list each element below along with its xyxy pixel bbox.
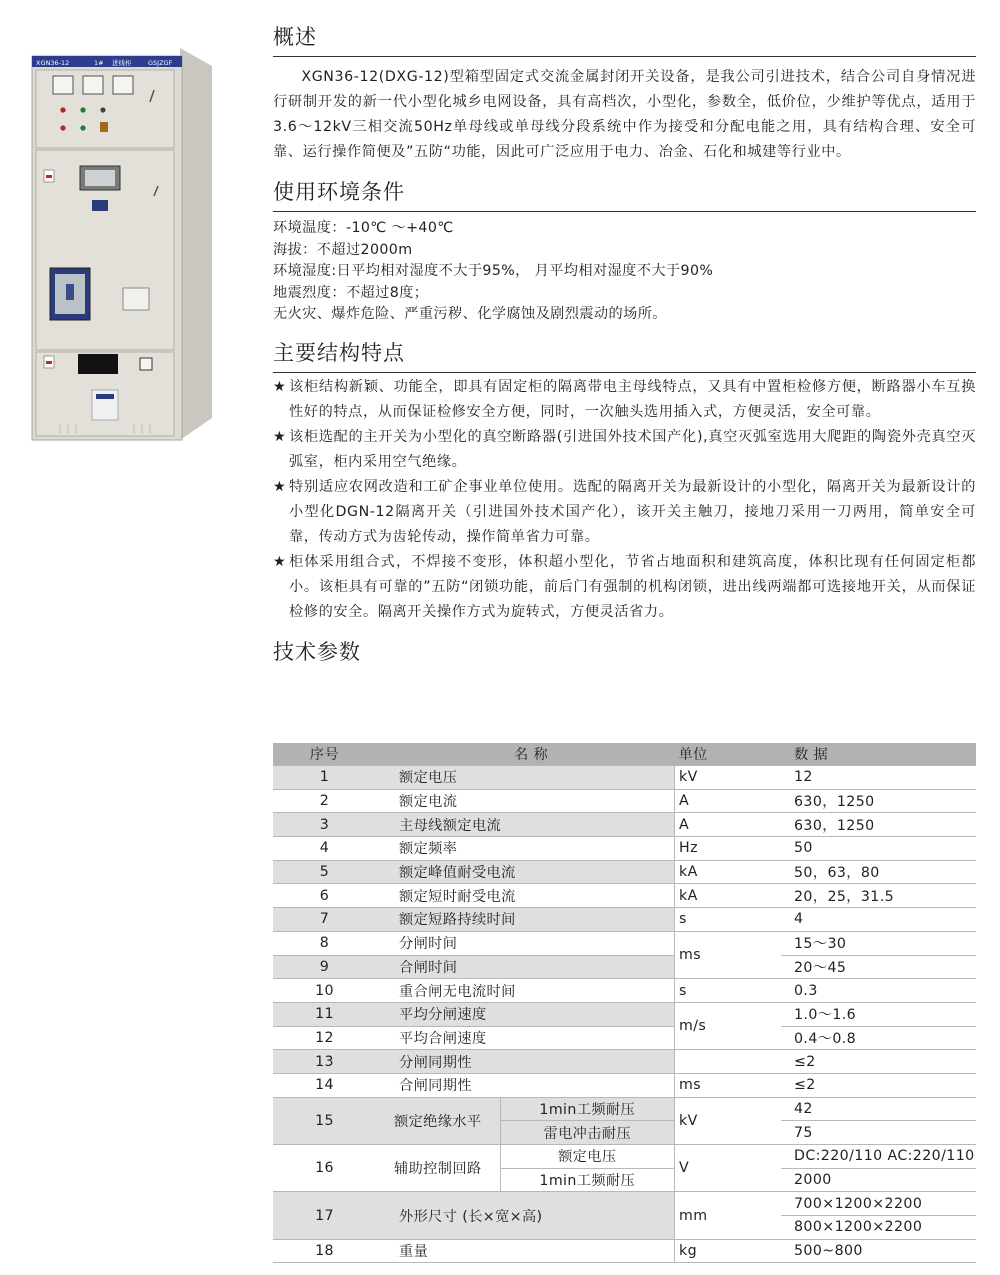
row-data: 2000	[781, 1168, 976, 1192]
tech-title: 技术参数	[273, 639, 361, 664]
row-no: 14	[273, 1073, 376, 1097]
table-row	[273, 813, 976, 837]
row-no: 8	[273, 931, 376, 955]
row-data: 4	[781, 908, 976, 932]
row-name: 辅助控制回路	[376, 1145, 500, 1192]
row-data: DC:220/110 AC:220/110	[781, 1145, 976, 1169]
row-name: 额定短时耐受电流	[376, 884, 675, 908]
row-no: 10	[273, 979, 376, 1003]
row-unit: kg	[675, 1239, 782, 1263]
row-name: 平均分闸速度	[376, 1002, 675, 1026]
row-data: 630，1250	[781, 813, 976, 837]
table-row	[273, 860, 976, 884]
overview-title: 概述	[273, 22, 976, 57]
row-data: 630，1250	[781, 789, 976, 813]
row-no: 5	[273, 860, 376, 884]
table-header-row	[273, 743, 976, 766]
header-no: 序号	[273, 743, 376, 766]
header-name: 名 称	[376, 743, 675, 766]
row-data: 42	[781, 1097, 976, 1121]
row-data: ≤2	[781, 1050, 976, 1074]
environment-line: 海拔：不超过2000m	[273, 241, 413, 258]
meter-icon	[53, 76, 133, 94]
row-no: 17	[273, 1192, 376, 1239]
table-row	[273, 1145, 976, 1169]
table-row	[273, 789, 976, 813]
feature-text: 该柜选配的主开关为小型化的真空断路器(引进国外技术国产化),真空灭弧室选用大爬距的陶瓷外壳真空灭弧室，柜内采用空气绝缘。	[289, 428, 976, 470]
row-unit: m/s	[675, 1002, 782, 1049]
overview-text: XGN36-12(DXG-12)型箱型固定式交流金属封闭开关设备，是我公司引进技术，结合公司自身情况进行研制开发的新一代小型化城乡电网设备，具有高档次，小型化，参数全，低价位，少维护等优点，适用于3.6～12kV三相交流50Hz单母线或单母线分段系统中作为接受和分配电能之用，具有结构合理、安全可靠、运行操作简便及”五防“功能，因此可广泛应用于电力、冶金、石化和城建等行业中。	[273, 69, 976, 160]
star-icon: ★	[273, 553, 287, 570]
row-name: 额定电压	[376, 766, 675, 790]
table-row	[273, 979, 976, 1003]
row-no: 11	[273, 1002, 376, 1026]
table-row	[273, 1097, 976, 1121]
row-no: 6	[273, 884, 376, 908]
row-data: 20，25，31.5	[781, 884, 976, 908]
tech-spec-table	[273, 743, 976, 1263]
row-unit: V	[675, 1145, 782, 1192]
features-title: 主要结构特点	[273, 338, 976, 373]
content-column	[273, 22, 976, 679]
table-row	[273, 1026, 976, 1050]
row-no: 3	[273, 813, 376, 837]
row-unit: ms	[675, 931, 782, 978]
row-no: 9	[273, 955, 376, 979]
row-no: 16	[273, 1145, 376, 1192]
table-row	[273, 837, 976, 861]
row-data: 75	[781, 1121, 976, 1145]
row-unit: kA	[675, 860, 782, 884]
row-data: 15～30	[781, 931, 976, 955]
row-subname: 额定电压	[500, 1145, 674, 1169]
row-name: 额定频率	[376, 837, 675, 861]
row-name: 分闸时间	[376, 931, 675, 955]
features-list	[273, 375, 976, 625]
row-no: 2	[273, 789, 376, 813]
row-no: 15	[273, 1097, 376, 1144]
header-data: 数 据	[781, 743, 976, 766]
environment-line: 环境湿度:日平均相对湿度不大于95%， 月平均相对湿度不大于90%	[273, 263, 714, 279]
row-name: 外形尺寸 (长×宽×高)	[376, 1192, 675, 1239]
table-row	[273, 955, 976, 979]
table-row	[273, 766, 976, 790]
switchgear-cabinet-image	[30, 38, 215, 443]
row-data: 500~800	[781, 1239, 976, 1263]
row-subname: 1min工频耐压	[500, 1168, 674, 1192]
row-name: 额定短路持续时间	[376, 908, 675, 932]
row-unit: mm	[675, 1192, 782, 1239]
row-unit: A	[675, 813, 782, 837]
row-data: 50	[781, 837, 976, 861]
panel-number: 1#	[94, 59, 104, 67]
table-row	[273, 931, 976, 955]
row-data: 20～45	[781, 955, 976, 979]
row-data: 12	[781, 766, 976, 790]
row-unit: A	[675, 789, 782, 813]
row-unit	[675, 1050, 782, 1074]
row-name: 合闸同期性	[376, 1073, 675, 1097]
environment-line: 环境温度：-10℃ ～+40℃	[273, 220, 454, 236]
row-name: 额定电流	[376, 789, 675, 813]
table-row	[273, 1050, 976, 1074]
feature-item	[273, 550, 976, 625]
feature-text: 特别适应农网改造和工矿企事业单位使用。选配的隔离开关为最新设计的小型化，隔离开关为最新设计的小型化DGN-12隔离开关（引进国外技术国产化），该开关主触刀，接地刀采用一刀两用，简单安全可靠，传动方式为齿轮传动，操作简单省力可靠。	[289, 478, 976, 545]
feature-text: 该柜结构新颖、功能全，即具有固定柜的隔离带电主母线特点，又具有中置柜检修方便，断路器小车互换性好的特点，从而保证检修安全方便，同时，一次触头选用插入式，方便灵活，安全可靠。	[289, 378, 976, 420]
row-data: 700×1200×2200	[781, 1192, 976, 1216]
star-icon: ★	[273, 478, 287, 495]
row-no: 18	[273, 1239, 376, 1263]
table-row	[273, 1002, 976, 1026]
header-unit: 单位	[675, 743, 782, 766]
row-name: 重合闸无电流时间	[376, 979, 675, 1003]
row-name: 平均合闸速度	[376, 1026, 675, 1050]
row-unit: Hz	[675, 837, 782, 861]
row-no: 1	[273, 766, 376, 790]
row-unit: kV	[675, 1097, 782, 1144]
star-icon: ★	[273, 428, 287, 445]
row-data: 800×1200×2200	[781, 1216, 976, 1240]
environment-line: 地震烈度：不超过8度；	[273, 284, 429, 301]
row-subname: 1min工频耐压	[500, 1097, 674, 1121]
model-label: XGN36-12	[36, 59, 70, 67]
row-unit: kV	[675, 766, 782, 790]
row-name: 合闸时间	[376, 955, 675, 979]
environment-list	[273, 218, 976, 326]
environment-line: 无火灾、爆炸危险、严重污秽、化学腐蚀及剧烈震动的场所。	[273, 306, 667, 322]
row-no: 13	[273, 1050, 376, 1074]
row-name: 额定峰值耐受电流	[376, 860, 675, 884]
row-name: 分闸同期性	[376, 1050, 675, 1074]
row-unit: kA	[675, 884, 782, 908]
table-row	[273, 1239, 976, 1263]
row-name: 重量	[376, 1239, 675, 1263]
row-data: 0.3	[781, 979, 976, 1003]
row-data: ≤2	[781, 1073, 976, 1097]
row-no: 7	[273, 908, 376, 932]
feature-text: 柜体采用组合式，不焊接不变形，体积超小型化，节省占地面积和建筑高度，体积比现有任何固定柜都小。该柜具有可靠的”五防“闭锁功能，前后门有强制的机构闭锁，进出线两端都可选接地开关，从而保证检修的安全。隔离开关操作方式为旋转式，方便灵活省力。	[289, 553, 976, 620]
panel-name: 进线柜	[112, 59, 132, 67]
row-unit: ms	[675, 1073, 782, 1097]
row-data: 50，63，80	[781, 860, 976, 884]
row-data: 0.4～0.8	[781, 1026, 976, 1050]
table-row	[273, 908, 976, 932]
row-subname: 雷电冲击耐压	[500, 1121, 674, 1145]
table-row	[273, 1192, 976, 1216]
row-name: 额定绝缘水平	[376, 1097, 500, 1144]
environment-title: 使用环境条件	[273, 177, 976, 212]
brand-label: GSJZGF	[148, 59, 173, 67]
row-unit: s	[675, 979, 782, 1003]
feature-item	[273, 375, 976, 425]
table-row	[273, 884, 976, 908]
row-name: 主母线额定电流	[376, 813, 675, 837]
row-data: 1.0～1.6	[781, 1002, 976, 1026]
row-no: 4	[273, 837, 376, 861]
table-row	[273, 1073, 976, 1097]
row-unit: s	[675, 908, 782, 932]
star-icon: ★	[273, 378, 287, 395]
feature-item	[273, 475, 976, 550]
row-no: 12	[273, 1026, 376, 1050]
feature-item	[273, 425, 976, 475]
